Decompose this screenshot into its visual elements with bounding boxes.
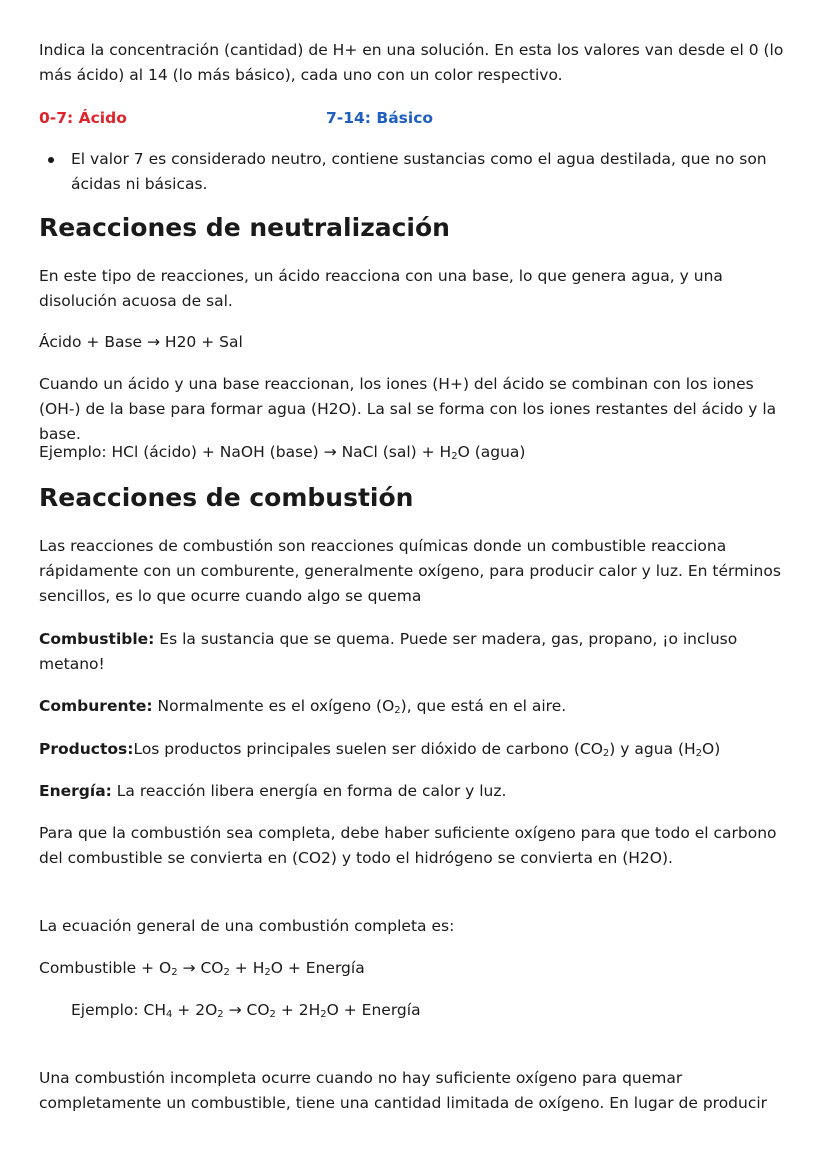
combustion-intro-paragraph: Las reacciones de combustión son reacciones químicas donde un combustible reacciona rápidamente con un comburente, generalmente oxígeno, para producir calor y luz. En términos sencillos, es lo que ocurre cuando algo se quema [39,537,781,605]
neutralization-paragraph: En este tipo de reacciones, un ácido reacciona con una base, lo que genera agua, y una disolución acuosa de sal. [39,267,723,310]
comburente-definition: Comburente: Normalmente es el oxígeno $(O_2)$, que está en el aire. [39,697,567,716]
bullet-dot-icon [48,157,54,163]
combustible-definition: Combustible: Es la sustancia que se quema. Puede ser madera, gas, propano, ¡o incluso metano! [39,630,738,673]
neutralization-equation: Ácido + Base → H20 + Sal [39,333,243,351]
methane-combustion-example: Ejemplo: $CH_4 + 2O_2 \to CO_2 + 2H_2O$ + Energía [71,1001,421,1020]
productos-definition: Productos:Los productos principales suelen ser dióxido de carbono $(CO_2)$ y agua $(H_2O)$ [39,740,721,759]
acid-range-label: 0-7: Ácido [39,109,127,127]
neutralization-explanation: Cuando un ácido y una base reaccionan, los iones (H+) del ácido se combinan con los iones (OH-) de la base para formar agua (H2O). La sal se forma con los iones restantes del ácido y la base. [39,375,777,443]
basic-range-label: 7-14: Básico [326,109,434,127]
neutralization-example: Ejemplo: HCl (ácido) + NaOH (base) → NaCl $(sal) + H_2O$ (agua) [39,443,526,462]
complete-combustion-paragraph: Para que la combustión sea completa, debe haber suficiente oxígeno para que todo el carbono del combustible se convierta en (CO2) y todo el hidrógeno se convierta en (H2O). [39,824,777,867]
general-combustion-equation: Combustible + $O_2 \to CO_2 + H_2O$ + Energía [39,959,365,978]
energia-definition: Energía: La reacción libera energía en forma de calor y luz. [39,782,507,800]
neutralization-heading: Reacciones de neutralización [39,213,450,242]
combustion-heading: Reacciones de combustión [39,483,414,512]
incomplete-combustion-paragraph: Una combustión incompleta ocurre cuando no hay suficiente oxígeno para quemar completamente un combustible, tiene una cantidad limitada de oxígeno. En lugar de producir [39,1069,768,1112]
neutral-bullet-text: El valor 7 es considerado neutro, contiene sustancias como el agua destilada, que no son ácidas ni básicas. [71,150,767,193]
general-equation-intro: La ecuación general de una combustión completa es: [39,917,455,935]
ph-intro-paragraph: Indica la concentración (cantidad) de H+ en una solución. En esta los valores van desde el 0 (lo más ácido) al 14 (lo más básico), cada uno con un color respectivo. [39,41,784,84]
